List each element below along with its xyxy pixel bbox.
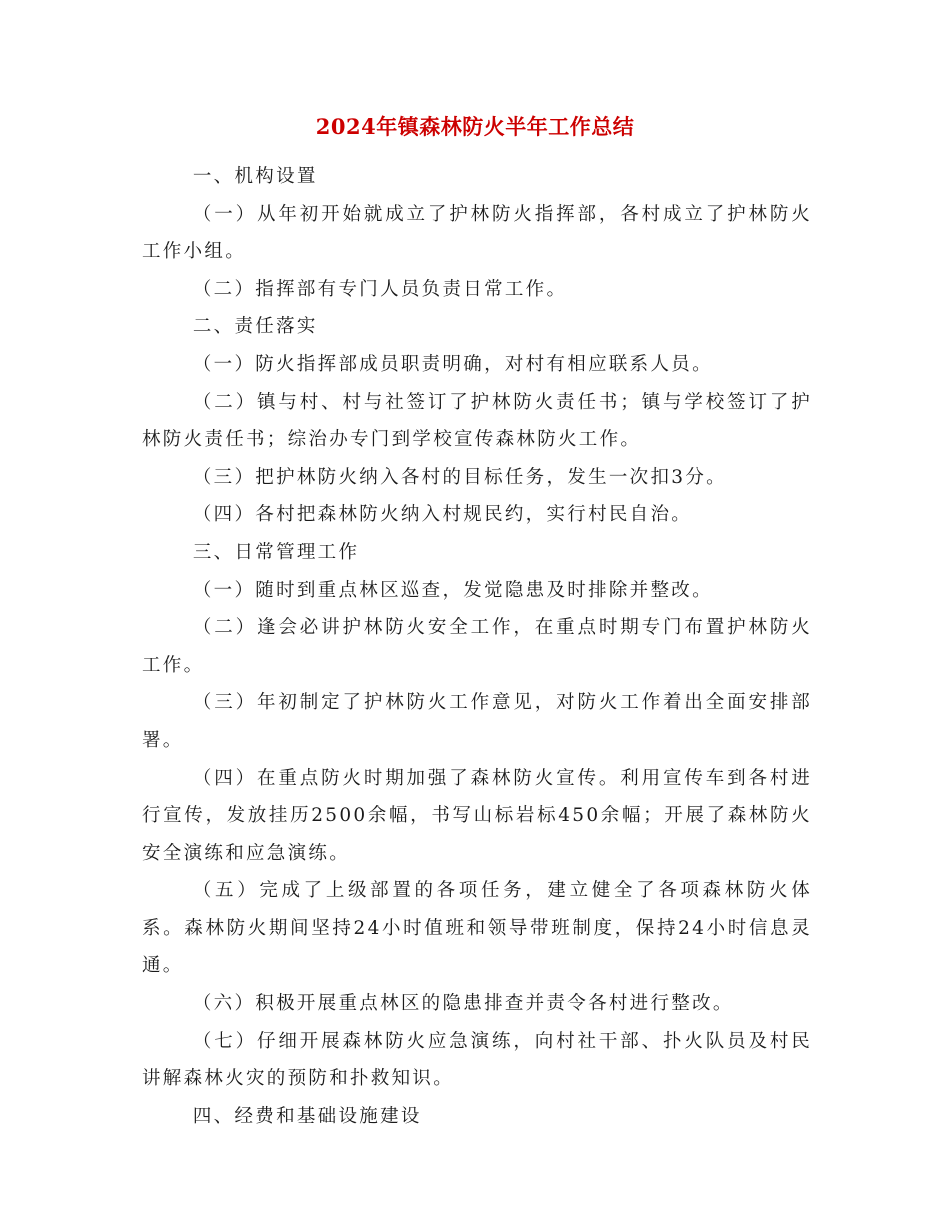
paragraph: （五）完成了上级部置的各项任务，建立健全了各项森林防火体系。森林防火期间坚持24小时值班和领导带班制度，保持24小时信息灵通。 [142,880,812,977]
paragraph: （二）逢会必讲护林防火安全工作，在重点时期专门布置护林防火工作。 [142,617,812,676]
paragraph: （四）各村把森林防火纳入村规民约，实行村民自治。 [192,504,693,526]
paragraph: （一）从年初开始就成立了护林防火指挥部，各村成立了护林防火工作小组。 [142,203,812,263]
paragraph: （三）年初制定了护林防火工作意见，对防火工作着出全面安排部署。 [142,692,812,751]
paragraph: （三）把护林防火纳入各村的目标任务，发生一次扣3分。 [192,466,727,488]
paragraph: （二）镇与村、村与社签订了护林防火责任书；镇与学校签订了护林防火责任书；综治办专门到学校宣传森林防火工作。 [142,391,812,451]
document-title: 2024年镇森林防火半年工作总结 [315,114,635,139]
heading-daily-management: 三、日常管理工作 [192,541,360,563]
heading-funding-infrastructure: 四、经费和基础设施建设 [192,1105,422,1127]
paragraph: （二）指挥部有专门人员负责日常工作。 [192,278,568,300]
heading-responsibility: 二、责任落实 [192,316,318,338]
heading-organization-setup: 一、机构设置 [192,166,318,187]
paragraph: （六）积极开展重点林区的隐患排查并责令各村进行整改。 [192,993,734,1015]
document-body [142,158,812,1135]
paragraph: （七）仔细开展森林防火应急演练，向村社干部、扑火队员及村民讲解森林火灾的预防和扑救知识。 [142,1030,812,1090]
paragraph: （一）防火指挥部成员职责明确，对村有相应联系人员。 [192,353,713,375]
paragraph: （四）在重点防火时期加强了森林防火宣传。利用宣传车到各村进行宣传，发放挂历2500余幅，书写山标岩标450余幅；开展了森林防火安全演练和应急演练。 [142,767,812,864]
paragraph: （一）随时到重点林区巡查，发觉隐患及时排除并整改。 [192,579,713,601]
